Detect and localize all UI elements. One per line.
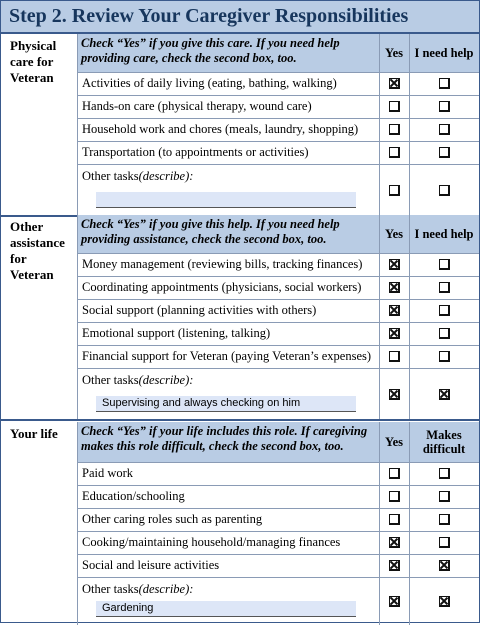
- yes-checkbox-cell: [379, 345, 409, 368]
- describe-text: (describe):: [138, 582, 194, 596]
- task-label: Activities of daily living (eating, bathing, walking): [82, 76, 337, 90]
- row-divider: [77, 462, 479, 463]
- yes-checkbox[interactable]: [389, 537, 400, 548]
- row-divider: [77, 276, 479, 277]
- second-checkbox[interactable]: [439, 78, 450, 89]
- second-checkbox[interactable]: [439, 305, 450, 316]
- title-bar: [1, 1, 479, 34]
- second-checkbox-cell: [409, 72, 479, 95]
- yes-checkbox-cell: [379, 253, 409, 276]
- row-divider: [77, 141, 479, 142]
- row-divider: [77, 322, 479, 323]
- second-checkbox[interactable]: [439, 282, 450, 293]
- second-checkbox[interactable]: [439, 147, 450, 158]
- second-checkbox-cell: [409, 554, 479, 577]
- other-second-checkbox[interactable]: [439, 596, 450, 607]
- other-yes-checkbox-cell: [379, 164, 409, 216]
- second-checkbox[interactable]: [439, 560, 450, 571]
- yes-checkbox-cell: [379, 95, 409, 118]
- yes-checkbox-cell: [379, 485, 409, 508]
- yes-checkbox-cell: [379, 72, 409, 95]
- second-column-header: I need help: [409, 215, 479, 253]
- row-divider: [77, 118, 479, 119]
- other-tasks-text: Other tasks: [82, 373, 139, 387]
- section-instructions: Check “Yes” if your life includes this role. If caregiving makes this role difficult, check the second box, too.: [77, 422, 379, 462]
- column-divider: [409, 34, 410, 216]
- second-checkbox[interactable]: [439, 124, 450, 135]
- other-tasks-field[interactable]: Gardening: [96, 601, 356, 617]
- column-divider: [379, 422, 380, 625]
- yes-checkbox[interactable]: [389, 305, 400, 316]
- yes-checkbox-cell: [379, 322, 409, 345]
- second-checkbox-cell: [409, 299, 479, 322]
- second-checkbox-cell: [409, 253, 479, 276]
- yes-checkbox-cell: [379, 276, 409, 299]
- yes-column-header: Yes: [379, 422, 409, 462]
- column-divider: [409, 215, 410, 420]
- second-checkbox[interactable]: [439, 351, 450, 362]
- row-divider: [77, 531, 479, 532]
- column-divider: [379, 34, 380, 216]
- task-label: Hands-on care (physical therapy, wound care): [82, 99, 312, 113]
- second-checkbox-cell: [409, 276, 479, 299]
- other-second-checkbox-cell: [409, 577, 479, 625]
- task-label: Household work and chores (meals, laundry, shopping): [82, 122, 359, 136]
- second-checkbox-cell: [409, 118, 479, 141]
- second-checkbox-cell: [409, 345, 479, 368]
- other-yes-checkbox-cell: [379, 368, 409, 420]
- task-label: Social and leisure activities: [82, 558, 220, 572]
- second-checkbox-cell: [409, 322, 479, 345]
- other-tasks-text: Other tasks: [82, 169, 139, 183]
- yes-checkbox[interactable]: [389, 78, 400, 89]
- yes-checkbox[interactable]: [389, 147, 400, 158]
- form-title: Step 2. Review Your Caregiver Responsibilities: [9, 5, 409, 27]
- second-column-header: I need help: [409, 34, 479, 72]
- task-label: Money management (reviewing bills, tracking finances): [82, 257, 363, 271]
- column-divider: [379, 215, 380, 420]
- column-divider: [77, 422, 78, 625]
- other-tasks-label: [77, 164, 379, 216]
- section-instructions: Check “Yes” if you give this help. If you need help providing assistance, check the second box, too.: [77, 215, 379, 253]
- yes-checkbox[interactable]: [389, 328, 400, 339]
- describe-text: (describe):: [138, 373, 194, 387]
- column-divider: [77, 215, 78, 420]
- task-label: Emotional support (listening, talking): [82, 326, 271, 340]
- task-label: Education/schooling: [82, 489, 185, 503]
- second-checkbox-cell: [409, 141, 479, 164]
- yes-checkbox-cell: [379, 118, 409, 141]
- other-second-checkbox[interactable]: [439, 389, 450, 400]
- task-label: Coordinating appointments (physicians, social workers): [82, 280, 362, 294]
- second-checkbox[interactable]: [439, 259, 450, 270]
- second-checkbox[interactable]: [439, 537, 450, 548]
- other-tasks-field[interactable]: [96, 192, 356, 208]
- other-yes-checkbox[interactable]: [389, 596, 400, 607]
- section-instructions: Check “Yes” if you give this care. If you need help providing care, check the second box, too.: [77, 34, 379, 72]
- yes-column-header: Yes: [379, 215, 409, 253]
- second-checkbox-cell: [409, 485, 479, 508]
- other-tasks-field[interactable]: Supervising and always checking on him: [96, 396, 356, 412]
- task-label: Paid work: [82, 466, 134, 480]
- row-divider: [77, 95, 479, 96]
- second-checkbox-cell: [409, 95, 479, 118]
- describe-text: (describe):: [138, 169, 194, 183]
- row-divider: [1, 419, 479, 421]
- row-divider: [77, 299, 479, 300]
- second-checkbox-cell: [409, 531, 479, 554]
- task-label: Social support (planning activities with others): [82, 303, 317, 317]
- yes-checkbox[interactable]: [389, 560, 400, 571]
- row-divider: [77, 485, 479, 486]
- other-second-checkbox[interactable]: [439, 185, 450, 196]
- yes-checkbox[interactable]: [389, 468, 400, 479]
- other-yes-checkbox-cell: [379, 577, 409, 625]
- task-label: Cooking/maintaining household/managing finances: [82, 535, 341, 549]
- other-second-checkbox-cell: [409, 368, 479, 420]
- column-divider: [409, 422, 410, 625]
- yes-checkbox[interactable]: [389, 124, 400, 135]
- second-checkbox[interactable]: [439, 514, 450, 525]
- yes-checkbox-cell: [379, 299, 409, 322]
- row-divider: [77, 72, 479, 73]
- second-checkbox[interactable]: [439, 101, 450, 112]
- other-tasks-text: Other tasks: [82, 582, 139, 596]
- other-yes-checkbox[interactable]: [389, 185, 400, 196]
- column-divider: [77, 34, 78, 216]
- task-label: Transportation (to appointments or activities): [82, 145, 309, 159]
- other-second-checkbox-cell: [409, 164, 479, 216]
- row-divider: [77, 508, 479, 509]
- yes-checkbox-cell: [379, 554, 409, 577]
- yes-checkbox[interactable]: [389, 259, 400, 270]
- yes-checkbox-cell: [379, 531, 409, 554]
- yes-checkbox-cell: [379, 508, 409, 531]
- section-label: Other assistance for Veteran: [10, 219, 65, 282]
- section-label: Your life: [10, 426, 58, 441]
- row-divider: [77, 554, 479, 555]
- yes-column-header: Yes: [379, 34, 409, 72]
- section-label: Physical care for Veteran: [10, 38, 57, 85]
- yes-checkbox[interactable]: [389, 351, 400, 362]
- second-column-header: Makes difficult: [409, 422, 479, 462]
- second-checkbox[interactable]: [439, 491, 450, 502]
- task-label: Financial support for Veteran (paying Veteran’s expenses): [82, 349, 372, 363]
- yes-checkbox[interactable]: [389, 514, 400, 525]
- other-yes-checkbox[interactable]: [389, 389, 400, 400]
- yes-checkbox-cell: [379, 141, 409, 164]
- second-checkbox[interactable]: [439, 328, 450, 339]
- row-divider: [77, 253, 479, 254]
- second-checkbox[interactable]: [439, 468, 450, 479]
- yes-checkbox-cell: [379, 462, 409, 485]
- task-label: Other caring roles such as parenting: [82, 512, 263, 526]
- other-tasks-label: [77, 368, 379, 420]
- second-checkbox-cell: [409, 508, 479, 531]
- yes-checkbox[interactable]: [389, 101, 400, 112]
- yes-checkbox[interactable]: [389, 282, 400, 293]
- second-checkbox-cell: [409, 462, 479, 485]
- yes-checkbox[interactable]: [389, 491, 400, 502]
- row-divider: [77, 345, 479, 346]
